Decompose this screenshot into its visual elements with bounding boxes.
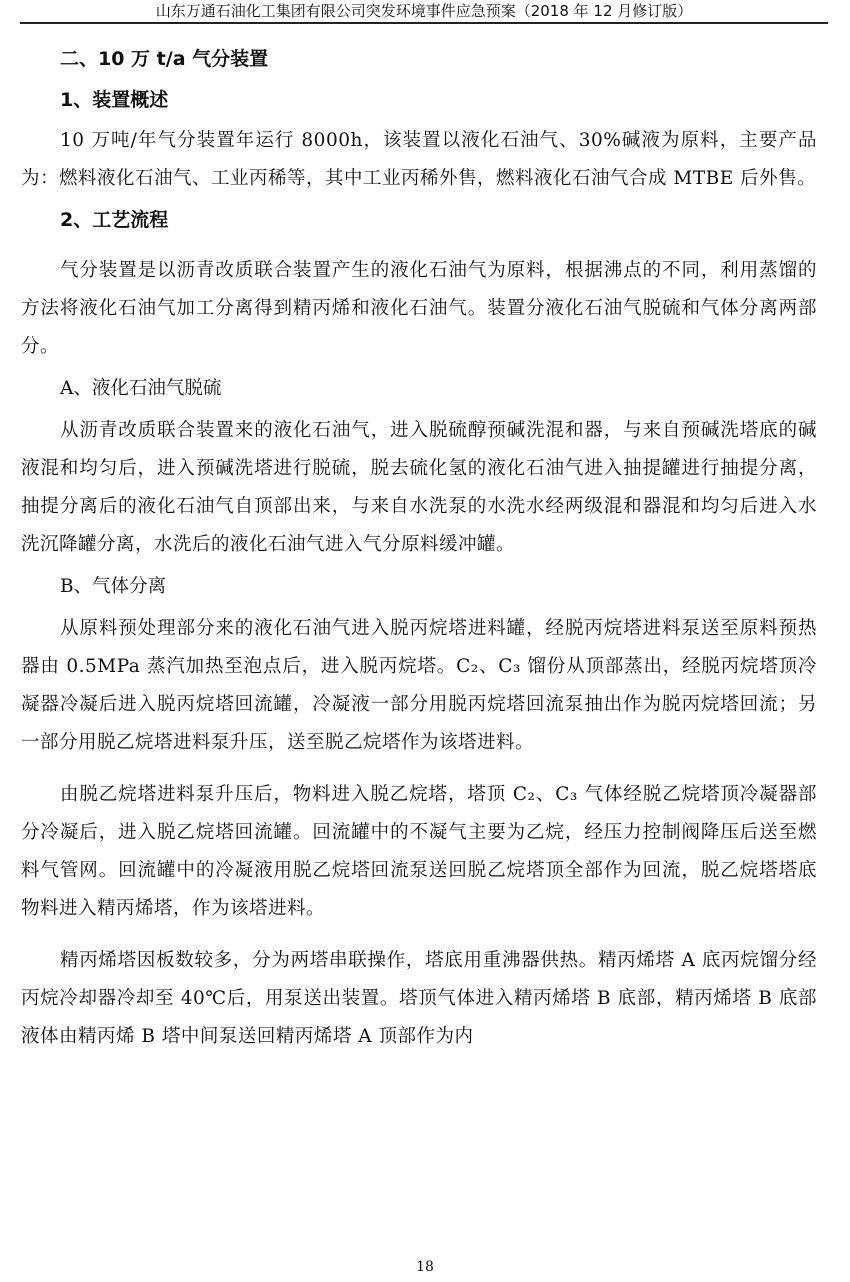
document-body [21, 40, 817, 1056]
part-a-heading: A、液化石油气脱硫 [60, 378, 222, 399]
part-b-paragraph-1: 从原料预处理部分来的液化石油气进入脱丙烷塔进料罐，经脱丙烷塔进料泵送至原料预热器由 0.5MPa 蒸汽加热至泡点后，进入脱丙烷塔。C₂、C₃ 馏份从顶部蒸出，经脱丙烷塔顶冷凝器冷凝后进入脱丙烷塔回流罐，冷凝液一部分用脱丙烷塔回流泵抽出作为脱丙烷塔回流；另一部分用脱乙烷塔进料泵升压，送至脱乙烷塔作为该塔进料。 [21, 618, 817, 753]
part-b-paragraph-2: 由脱乙烷塔进料泵升压后，物料进入脱乙烷塔，塔顶 C₂、C₃ 气体经脱乙烷塔顶冷凝器部分冷凝后，进入脱乙烷塔回流罐。回流罐中的不凝气主要为乙烷，经压力控制阀降压后送至燃料气管网。回流罐中的冷凝液用脱乙烷塔回流泵送回脱乙烷塔顶全部作为回流，脱乙烷塔塔底物料进入精丙烯塔，作为该塔进料。 [21, 784, 817, 919]
header-title: 山东万通石油化工集团有限公司突发环境事件应急预案（2018 年 12 月修订版） [155, 2, 693, 20]
part-b-paragraph-3: 精丙烯塔因板数较多，分为两塔串联操作，塔底用重沸器供热。精丙烯塔 A 底丙烷馏分经丙烷冷却器冷却至 40℃后，用泵送出装置。塔顶气体进入精丙烯塔 B 底部，精丙烯塔 B 底部液体由精丙烯 B 塔中间泵送回精丙烯塔 A 顶部作为内 [21, 950, 817, 1047]
page-footer [0, 1258, 850, 1276]
section-title: 二、10 万 t/a 气分装置 [60, 48, 269, 70]
process-heading: 2、工艺流程 [60, 209, 169, 231]
part-b-heading: B、气体分离 [60, 576, 167, 597]
page-number: 18 [416, 1259, 434, 1275]
part-a-paragraph: 从沥青改质联合装置来的液化石油气，进入脱硫醇预碱洗混和器，与来自预碱洗塔底的碱液混和均匀后，进入预碱洗塔进行脱硫，脱去硫化氢的液化石油气进入抽提罐进行抽提分离，抽提分离后的液化石油气自顶部出来，与来自水洗泵的水洗水经两级混和器混和均匀后进入水洗沉降罐分离，水洗后的液化石油气进入气分原料缓冲罐。 [21, 420, 817, 555]
page-header [20, 0, 828, 24]
overview-paragraph: 10 万吨/年气分装置年运行 8000h，该装置以液化石油气、30%碱液为原料，主要产品为：燃料液化石油气、工业丙稀等，其中工业丙稀外售，燃料液化石油气合成 MTBE 后外售。 [21, 130, 817, 189]
process-intro-paragraph: 气分装置是以沥青改质联合装置产生的液化石油气为原料，根据沸点的不同，利用蒸馏的方法将液化石油气加工分离得到精丙烯和液化石油气。装置分液化石油气脱硫和气体分离两部分。 [21, 260, 817, 357]
overview-heading: 1、装置概述 [60, 89, 169, 111]
